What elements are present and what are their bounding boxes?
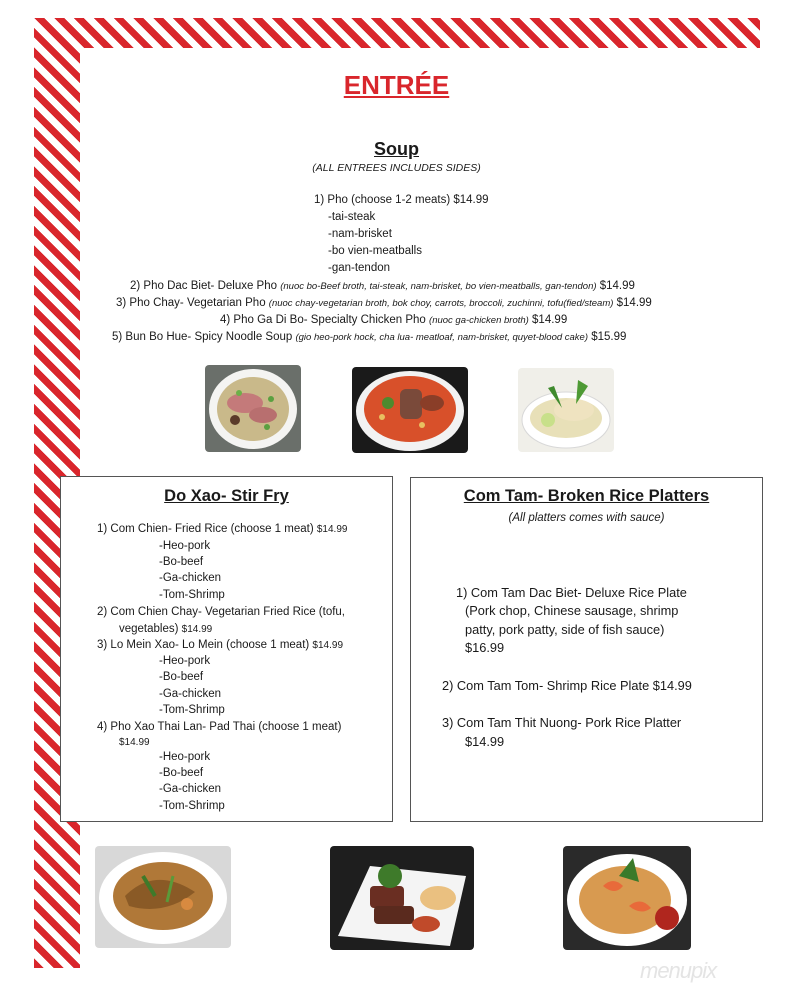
stir-fry-option: -Tom-Shrimp	[159, 589, 225, 601]
item-price: $14.99	[528, 314, 568, 326]
item-price: $14.99	[312, 640, 344, 651]
soup-item-1-option: -nam-brisket	[328, 228, 392, 240]
stir-fry-item-2: 2) Com Chien Chay- Vegetarian Fried Rice (tofu,	[97, 606, 345, 618]
bun-bo-hue-photo	[352, 367, 468, 453]
pad-thai-photo	[563, 846, 691, 950]
stir-fry-option: -Heo-pork	[159, 540, 211, 552]
stir-fry-item-1	[97, 523, 347, 535]
stir-fry-item-4: 4) Pho Xao Thai Lan- Pad Thai (choose 1 meat)	[97, 721, 342, 733]
item-price: $14.99	[181, 624, 213, 635]
broken-rice-item-1-price: $16.99	[465, 640, 505, 655]
item-price: $15.99	[588, 331, 627, 343]
stir-fry-item-4-price: $14.99	[119, 737, 150, 748]
stir-fry-option: -Bo-beef	[159, 671, 204, 683]
item-price: $14.99	[596, 280, 635, 292]
item-description: (gio heo-pork hock, cha lua- meatloaf, nam-brisket, quyet-blood cake)	[295, 332, 589, 343]
soup-item-1-option: -tai-steak	[328, 211, 376, 223]
item-name: vegetables)	[119, 623, 182, 635]
soup-item-4	[220, 314, 567, 326]
stir-fry-item-3	[97, 639, 343, 651]
broken-rice-item-1: 1) Com Tam Dac Biet- Deluxe Rice Plate	[456, 585, 687, 600]
broken-rice-section	[410, 477, 763, 822]
broken-rice-item-2: 2) Com Tam Tom- Shrimp Rice Plate $14.99	[442, 678, 692, 693]
item-name: 2) Pho Dac Biet- Deluxe Pho	[130, 280, 281, 292]
soup-item-1-option: -bo vien-meatballs	[328, 245, 422, 257]
soup-item-1-option: -gan-tendon	[328, 262, 391, 274]
soup-item-1: 1) Pho (choose 1-2 meats) $14.99	[314, 194, 489, 206]
stir-fry-option: -Ga-chicken	[159, 572, 221, 584]
broken-rice-item-1-desc: patty, pork patty, side of fish sauce)	[465, 622, 665, 637]
item-name: 3) Pho Chay- Vegetarian Pho	[116, 297, 269, 309]
stir-fry-option: -Tom-Shrimp	[159, 704, 225, 716]
stir-fry-option: -Heo-pork	[159, 655, 211, 667]
stir-fry-option: -Heo-pork	[159, 751, 211, 763]
soup-subheading: (ALL ENTREES INCLUDES SIDES)	[312, 162, 481, 174]
stir-fry-option: -Ga-chicken	[159, 783, 221, 795]
soup-item-5	[112, 331, 626, 343]
item-price: $14.99	[613, 297, 652, 309]
item-description: (nuoc ga-chicken broth)	[429, 315, 529, 326]
item-description: (nuoc bo-Beef broth, tai-steak, nam-brisket, bo vien-meatballs, gan-tendon)	[280, 281, 597, 292]
page-title: ENTRÉE	[343, 70, 450, 100]
rice-platter-photo	[330, 846, 474, 950]
stir-fry-option: -Tom-Shrimp	[159, 800, 225, 812]
stir-fry-option: -Bo-beef	[159, 767, 204, 779]
item-name: 5) Bun Bo Hue- Spicy Noodle Soup	[112, 331, 296, 343]
stir-fry-item-2-cont	[119, 623, 212, 635]
broken-rice-subheading: (All platters comes with sauce)	[508, 512, 665, 524]
broken-rice-item-3: 3) Com Tam Thit Nuong- Pork Rice Platter	[442, 715, 682, 730]
soup-item-2	[130, 280, 635, 292]
broken-rice-item-3-price: $14.99	[465, 734, 505, 749]
stir-fry-option: -Ga-chicken	[159, 688, 221, 700]
item-price: $14.99	[316, 524, 348, 535]
item-name: 3) Lo Mein Xao- Lo Mein (choose 1 meat)	[97, 639, 313, 651]
pho-photo	[205, 365, 301, 452]
broken-rice-heading: Com Tam- Broken Rice Platters	[463, 487, 710, 505]
item-description: (nuoc chay-vegetarian broth, bok choy, carrots, broccoli, zuchinni, tofu(fied/steam)	[268, 298, 614, 309]
watermark: menupix	[640, 958, 717, 983]
item-name: 4) Pho Ga Di Bo- Specialty Chicken Pho	[220, 314, 430, 326]
broken-rice-item-1-desc: (Pork chop, Chinese sausage, shrimp	[465, 603, 679, 618]
stir-fry-heading: Do Xao- Stir Fry	[164, 487, 289, 505]
item-name: 1) Com Chien- Fried Rice (choose 1 meat)	[97, 523, 317, 535]
soup-heading: Soup	[374, 139, 419, 159]
stir-fry-noodles-photo	[95, 846, 231, 948]
soup-item-3	[116, 297, 652, 309]
chicken-pho-photo	[518, 368, 614, 452]
stir-fry-option: -Bo-beef	[159, 556, 204, 568]
